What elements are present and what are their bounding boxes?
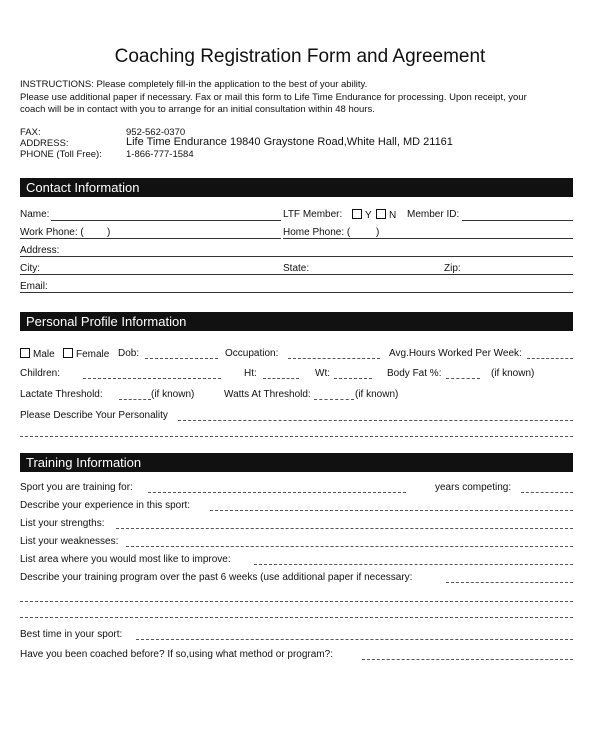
dob-field[interactable] <box>145 358 218 359</box>
section-header-contact: Contact Information <box>20 178 573 197</box>
program-field-line-2[interactable] <box>20 601 573 602</box>
coached-field[interactable] <box>362 659 573 660</box>
male-checkbox[interactable] <box>20 348 30 358</box>
home-phone-field[interactable] <box>283 238 573 239</box>
male-label: Male <box>33 349 55 360</box>
name-label: Name: <box>20 209 50 220</box>
improve-label: List area where you would most like to improve: <box>20 554 231 565</box>
fax-label: FAX: <box>20 127 41 138</box>
yes-checkbox[interactable] <box>352 209 362 219</box>
strengths-field[interactable] <box>116 528 573 529</box>
improve-field[interactable] <box>254 564 573 565</box>
weight-field[interactable] <box>334 378 372 379</box>
weaknesses-field[interactable] <box>126 546 573 547</box>
sport-field[interactable] <box>148 492 406 493</box>
occupation-field[interactable] <box>288 358 380 359</box>
yes-label: Y <box>365 210 372 221</box>
best-time-field[interactable] <box>136 639 573 640</box>
fax-value: 952-562-0370 <box>126 127 186 138</box>
occupation-label: Occupation: <box>225 348 279 359</box>
name-field[interactable] <box>51 220 281 221</box>
instructions-line-1: INSTRUCTIONS: Please completely fill-in the application to the best of your ability. <box>20 79 368 90</box>
body-fat-label: Body Fat %: <box>387 368 442 379</box>
work-phone-close-paren: ) <box>107 227 111 238</box>
city-state-zip-field[interactable] <box>20 274 573 275</box>
personality-label: Please Describe Your Personality <box>20 410 168 421</box>
body-fat-field[interactable] <box>446 378 480 379</box>
female-label: Female <box>76 349 110 360</box>
instructions-line-2: Please use additional paper if necessary. Fax or mail this form to Life Time Endurance for processing. Upon receipt, your <box>20 92 527 103</box>
watts-if-known: (if known) <box>355 389 399 400</box>
address-value: Life Time Endurance 19840 Graystone Road,White Hall, MD 21161 <box>126 136 453 148</box>
height-field[interactable] <box>263 378 299 379</box>
watts-threshold-field[interactable] <box>314 399 354 400</box>
best-time-label: Best time in your sport: <box>20 629 123 640</box>
program-label: Describe your training program over the past 6 weeks (use additional paper if necessary: <box>20 572 413 583</box>
experience-field[interactable] <box>210 510 573 511</box>
instructions-line-3: coach will be in contact with you to arrange for an initial consultation within 48 hours. <box>20 104 375 115</box>
phone-label: PHONE (Toll Free): <box>20 149 102 160</box>
address-label: ADDRESS: <box>20 138 69 149</box>
work-phone-field[interactable] <box>20 238 281 239</box>
avg-hours-field[interactable] <box>527 358 573 359</box>
home-phone-label: Home Phone: ( <box>283 227 351 238</box>
city-label: City: <box>20 263 40 274</box>
personality-field-line-2[interactable] <box>20 436 573 437</box>
zip-label: Zip: <box>444 263 461 274</box>
experience-label: Describe your experience in this sport: <box>20 500 191 511</box>
height-label: Ht: <box>244 368 257 379</box>
email-label: Email: <box>20 281 48 292</box>
program-field-line-3[interactable] <box>20 617 573 618</box>
female-checkbox[interactable] <box>63 348 73 358</box>
no-label: N <box>389 210 397 221</box>
coached-label: Have you been coached before? If so,using what method or program?: <box>20 649 333 660</box>
lactate-if-known: (if known) <box>151 389 195 400</box>
years-competing-label: years competing: <box>435 482 512 493</box>
lactate-threshold-label: Lactate Threshold: <box>20 389 103 400</box>
lactate-threshold-field[interactable] <box>119 399 151 400</box>
weight-label: Wt: <box>315 368 330 379</box>
email-field[interactable] <box>20 292 573 293</box>
member-id-field[interactable] <box>462 220 573 221</box>
avg-hours-label: Avg.Hours Worked Per Week: <box>389 348 522 359</box>
phone-value: 1-866-777-1584 <box>126 149 194 160</box>
member-id-label: Member ID: <box>407 209 460 220</box>
children-label: Children: <box>20 368 61 379</box>
ltf-member-label: LTF Member: <box>283 209 343 220</box>
no-checkbox[interactable] <box>376 209 386 219</box>
sport-label: Sport you are training for: <box>20 482 133 493</box>
watts-threshold-label: Watts At Threshold: <box>224 389 311 400</box>
state-label: State: <box>283 263 310 274</box>
strengths-label: List your strengths: <box>20 518 105 529</box>
section-header-personal: Personal Profile Information <box>20 312 573 331</box>
work-phone-label: Work Phone: ( <box>20 227 84 238</box>
home-phone-close-paren: ) <box>376 227 380 238</box>
children-field[interactable] <box>83 378 221 379</box>
page-title: Coaching Registration Form and Agreement <box>114 46 486 67</box>
weaknesses-label: List your weaknesses: <box>20 536 119 547</box>
personality-field-line-1[interactable] <box>178 420 573 421</box>
program-field-line-1[interactable] <box>446 582 573 583</box>
years-competing-field[interactable] <box>521 492 573 493</box>
ltf-member-yes-option[interactable] <box>352 209 372 221</box>
address-field-label: Address: <box>20 245 60 256</box>
section-header-training: Training Information <box>20 453 573 472</box>
address-field[interactable] <box>20 256 573 257</box>
ltf-member-no-option[interactable] <box>376 209 396 221</box>
body-fat-if-known: (if known) <box>491 368 535 379</box>
female-option[interactable] <box>63 348 109 360</box>
dob-label: Dob: <box>118 348 140 359</box>
male-option[interactable] <box>20 348 55 360</box>
